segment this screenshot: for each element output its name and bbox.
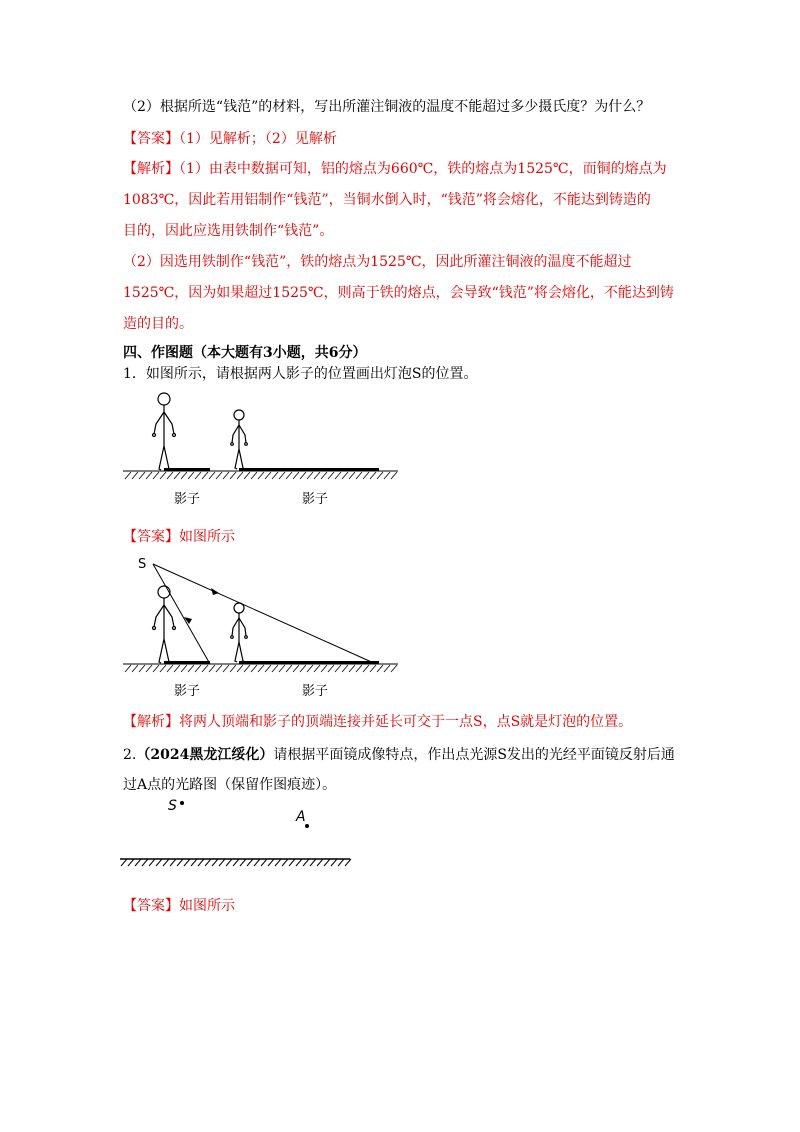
shadow-right — [239, 661, 379, 664]
answer-line-2 — [123, 527, 235, 547]
question-source: （2024黑龙江绥化） — [136, 747, 274, 763]
answer-tag: 【答案】 — [123, 131, 179, 147]
question-2-line-2: 过A点的光路图（保留作图痕迹）。 — [123, 777, 337, 793]
section-title: 四、作图题（本大题有3小题，共6分） — [123, 345, 367, 361]
question-1-text: 1．如图所示，请根据两人影子的位置画出灯泡S的位置。 — [123, 366, 478, 382]
analysis-tag: 【解析】 — [123, 161, 179, 177]
analysis-text-1: （1）由表中数据可知，铝的熔点为660℃，铁的熔点为1525℃，而铜的熔点为 — [179, 161, 667, 177]
analysis-line-3: 目的，因此应选用铁制作“钱范”。 — [123, 223, 334, 239]
answer-shadow-figure — [118, 552, 408, 702]
question-number: 2. — [123, 747, 137, 763]
mirror-figure — [118, 795, 358, 875]
question-2-line-1 — [123, 745, 675, 765]
shadow-label-right: 影子 — [302, 492, 329, 507]
shadow-left — [164, 661, 210, 664]
answer-tag: 【答案】 — [123, 529, 179, 545]
analysis-line-5: 1525℃，因为如果超过1525℃，则高于铁的熔点，会导致“钱范”将会熔化，不能达到铸 — [123, 285, 674, 301]
short-person-icon — [231, 410, 248, 469]
answer-line-3 — [123, 896, 235, 916]
shadow-left — [164, 468, 210, 471]
analysis-line-4: （2）因选用铁制作“钱范”，铁的熔点为1525℃，因此所灌注铜液的温度不能超过 — [123, 254, 632, 270]
shadow-label-left: 影子 — [174, 492, 201, 507]
point-a-dot — [305, 824, 309, 828]
short-person-icon — [231, 603, 248, 662]
answer-text: 如图所示 — [179, 529, 235, 545]
answer-text: （1）见解析；（2）见解析 — [179, 131, 337, 147]
arrow-icon — [211, 588, 219, 595]
tall-person-icon — [153, 393, 176, 470]
light-source-label: S — [138, 557, 147, 572]
answer-tag: 【答案】 — [123, 898, 179, 914]
mirror-hatching — [121, 859, 351, 866]
analysis-line-1 — [123, 159, 667, 179]
ground-hatching — [125, 472, 397, 479]
point-s-label: S — [168, 798, 177, 814]
answer-text: 如图所示 — [179, 898, 235, 914]
analysis-text: 将两人顶端和影子的顶端连接并延长可交于一点S，点S就是灯泡的位置。 — [179, 714, 633, 730]
shadow-label-left: 影子 — [174, 684, 201, 699]
analysis-line-q1 — [123, 712, 632, 732]
question-text: 请根据平面镜成像特点，作出点光源S发出的光经平面镜反射后通 — [273, 747, 675, 763]
ray-to-right-shadow — [153, 564, 376, 664]
shadow-label-right: 影子 — [302, 684, 329, 699]
shadow-figure — [118, 388, 408, 510]
question-2-text: （2）根据所选“钱范”的材料，写出所灌注铜液的温度不能超过多少摄氏度？为什么？ — [123, 99, 651, 115]
analysis-line-2: 1083℃，因此若用铝制作“钱范”，当铜水倒入时，“钱范”将会熔化，不能达到铸造的 — [123, 192, 651, 208]
shadow-right — [239, 468, 379, 471]
answer-line-1 — [123, 129, 337, 149]
point-a-label: A — [296, 809, 306, 825]
analysis-line-6: 造的目的。 — [123, 316, 193, 332]
ground-hatching — [125, 665, 397, 672]
point-s-dot — [180, 801, 184, 805]
analysis-tag: 【解析】 — [123, 714, 179, 730]
